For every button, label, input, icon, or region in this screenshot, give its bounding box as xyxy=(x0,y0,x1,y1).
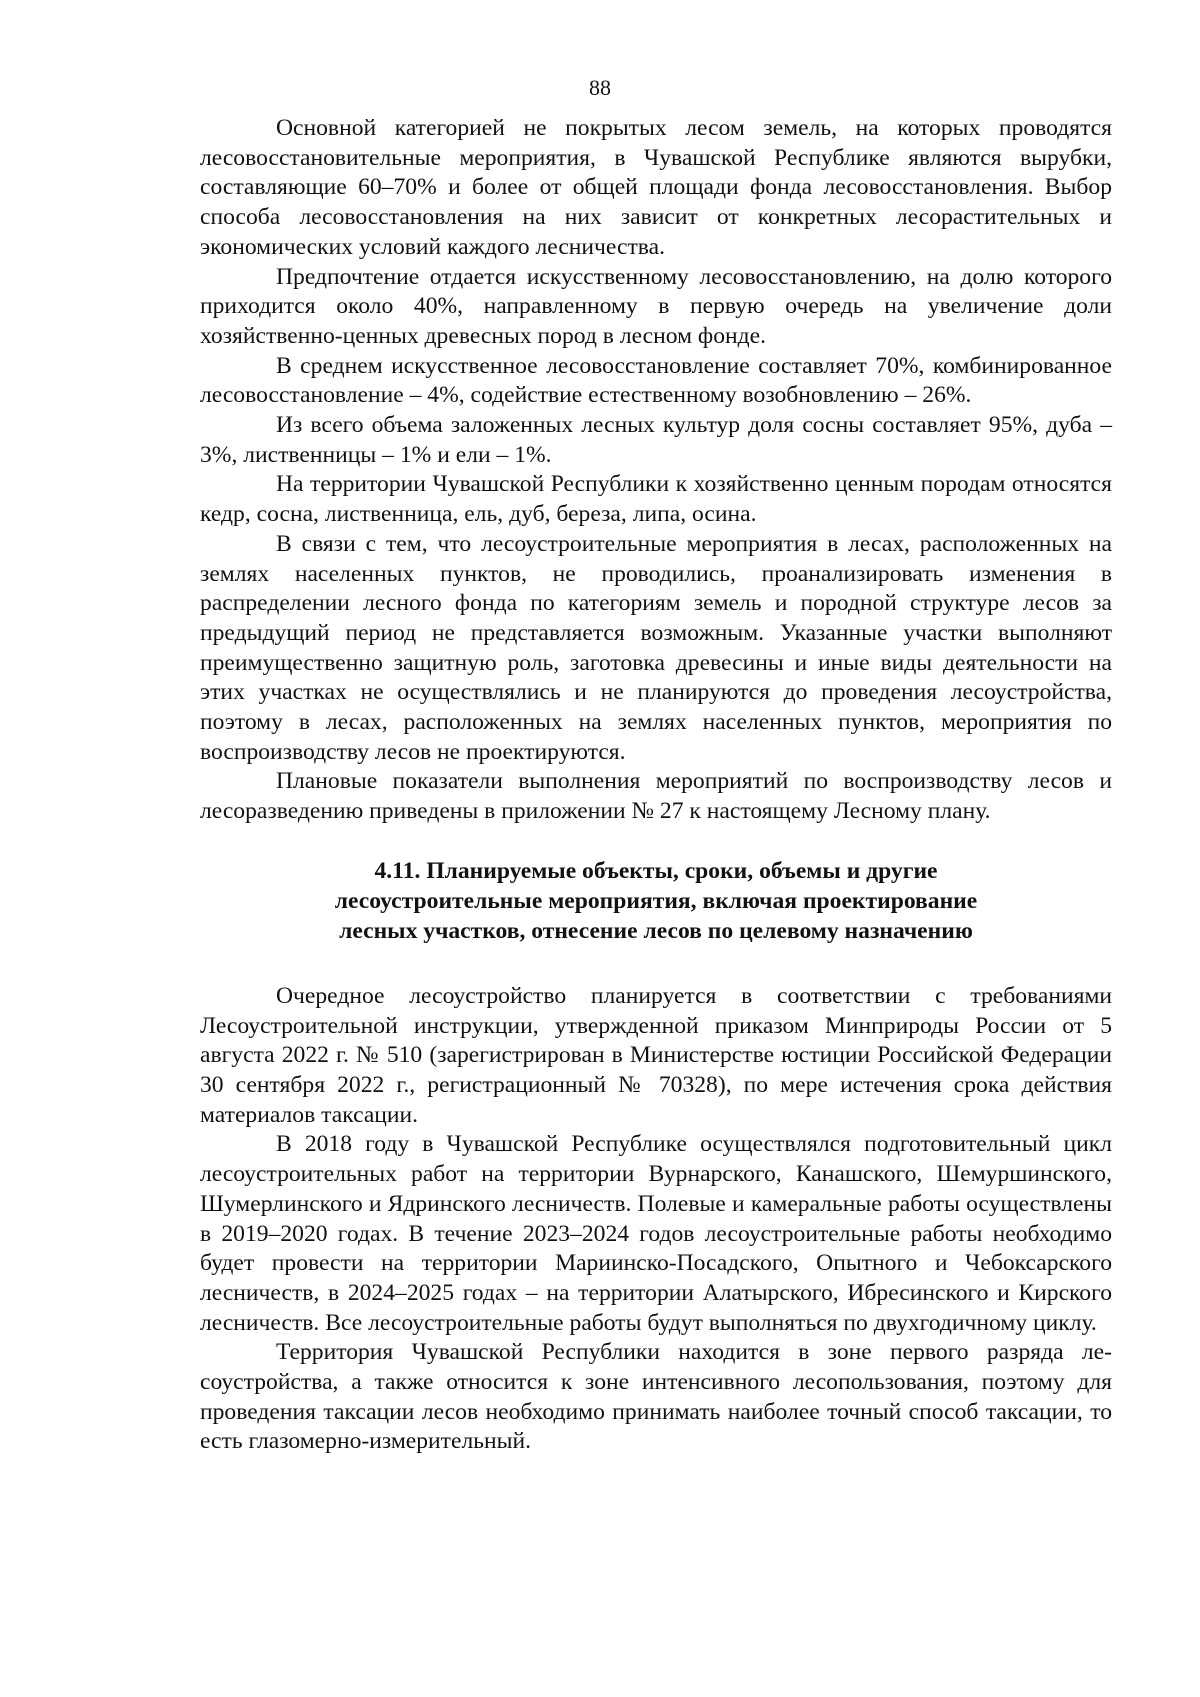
paragraph: Очередное лесоустройство планируется в соответствии с требованиями Лесоустроительной инструкции, утвержденной приказом Минприроды России от 5 августа 2022 г. № 510 (зарегистрирован в Министерстве юстиции Российской Федерации 30 сентября 2022 г., регистрационный № 70328), по мере истечения срока действия материалов таксации. xyxy=(200,982,1112,1128)
paragraph: Основной категорией не покрытых лесом земель, на которых проводятся лесовосстановительные мероприятия, в Чувашской Республике являются вырубки, составляющие 60–70% и более от общей площади фонда лесовосстановления. Выбор способа лесовосстановления на них зависит от конкретных лесорастительных и экономических условий каждого лесничества. xyxy=(200,115,1112,260)
paragraph: В среднем искусственное лесовосстановление составляет 70%, комбинированное лесовосстановление – 4%, содействие естественному возобновлению – 26%. xyxy=(200,352,1112,409)
paragraph: В связи с тем, что лесоустроительные мероприятия в лесах, расположенных на землях населенных пунктов, не проводились, проанализировать изменения в распределении лесного фонда по категориям земель и породной структуре лесов за предыдущий период не представляется возможным. Указанные участки выполняют преимущественно защитную роль, заготовка древесины и иные виды деятельности на этих участках не осуществлялись и не планируются до проведения лесоустройства, поэтому в лесах, расположенных на землях населенных пунктов, мероприятия по воспроизводству лесов не проектируются. xyxy=(200,530,1112,765)
paragraph: Плановые показатели выполнения мероприятий по воспроизводству лесов и лесоразведению приведены в приложении № 27 к настоящему Лесному плану. xyxy=(200,768,1112,825)
paragraph: Предпочтение отдается искусственному лесовосстановлению, на долю которого приходится около 40%, направленному в первую очередь на увеличение доли хозяйственно-ценных древесных пород в лесном фонде. xyxy=(200,263,1112,349)
paragraph: Из всего объема заложенных лесных культур доля сосны составляет 95%, дуба – 3%, лиственницы – 1% и ели – 1%. xyxy=(200,412,1112,468)
document-body xyxy=(200,114,1112,1457)
page-number: 88 xyxy=(589,75,611,100)
paragraph: Территория Чувашской Республики находится в зоне первого разряда лесоустройства, а также относится к зоне интенсивного лесопользования, поэтому для проведения таксации лесов необходимо принимать наиболее точный способ таксации, то есть глазомерно-измерительный. xyxy=(200,1339,1112,1455)
section-heading-line: лесных участков, отнесение лесов по целевому назначению xyxy=(339,917,973,944)
section-heading xyxy=(200,856,1112,946)
paragraph: В 2018 году в Чувашской Республике осуществлялся подготовительный цикл лесоустроительных работ на территории Вурнарского, Канашского, Шемуршинского, Шумерлинского и Ядринского лесничеств. Полевые и камеральные работы осуществлены в 2019–2020 годах. В течение 2023–2024 годов лесоустроительные работы необходимо будет провести на территории Мариинско-Посадского, Опытного и Чебоксарского лесничеств, в 2024–2025 годах – на территории Алатырского, Ибресинского и Кирского лесничеств. Все лесоустроительные работы будут выполняться по двухгодичному циклу. xyxy=(200,1131,1112,1336)
paragraph: На территории Чувашской Республики к хозяйственно ценным породам относятся кедр, сосна, лиственница, ель, дуб, береза, липа, осина. xyxy=(200,471,1112,528)
section-heading-line: 4.11. Планируемые объекты, сроки, объемы и другие xyxy=(374,857,938,884)
section-heading-line: лесоустроительные мероприятия, включая проектирование xyxy=(334,887,978,914)
